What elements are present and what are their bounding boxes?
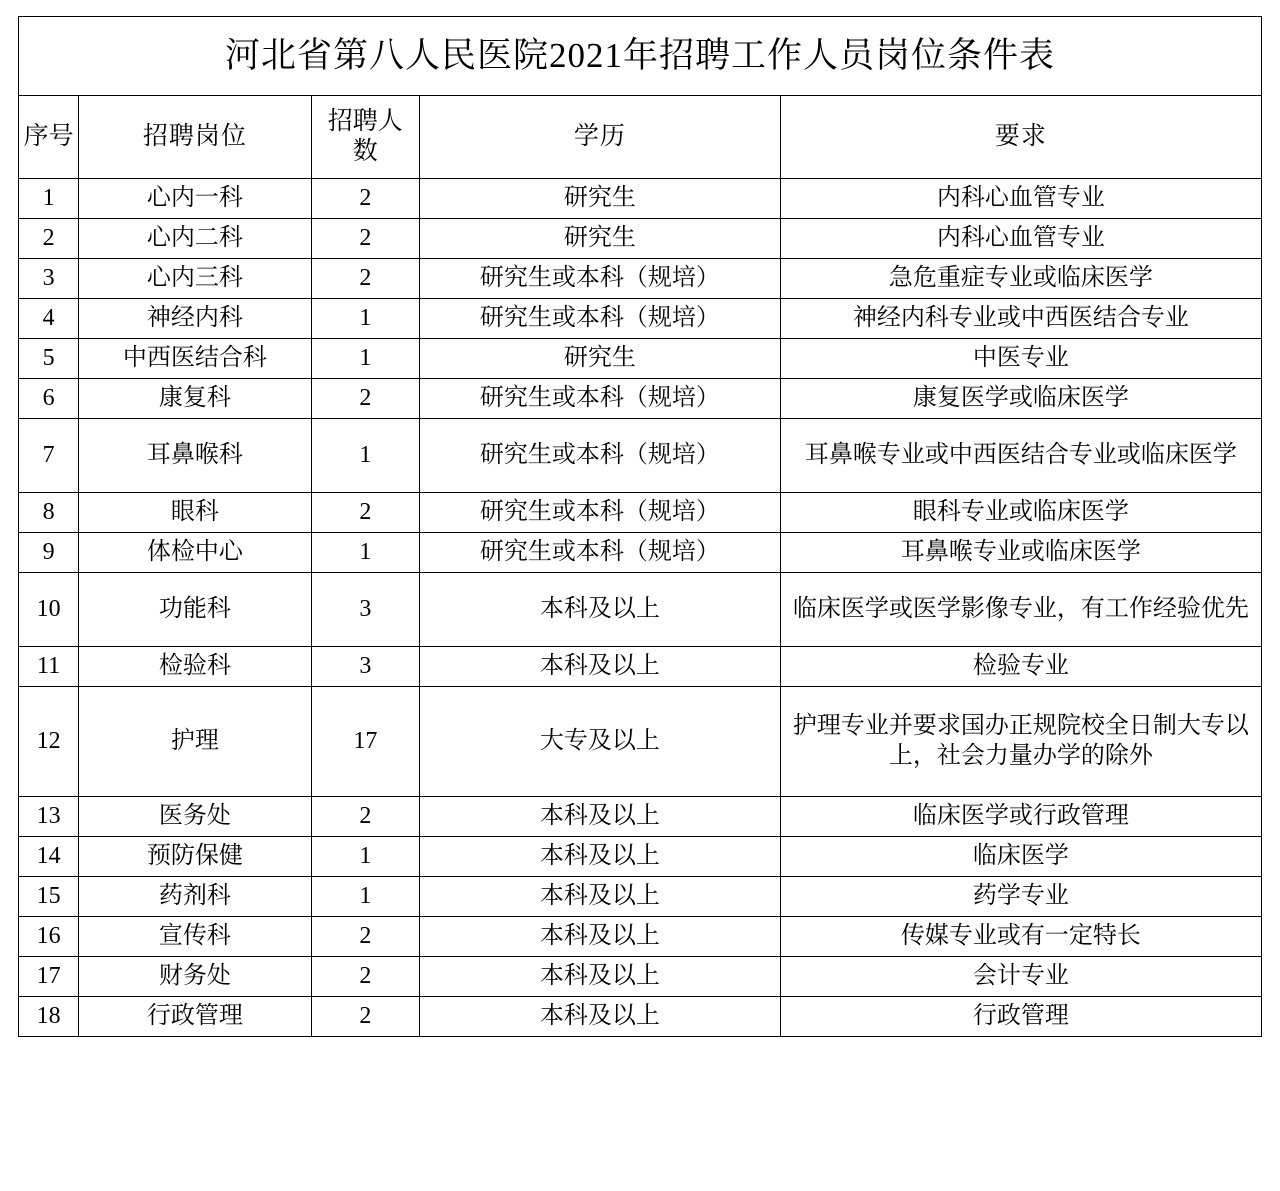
cell-requirement: 临床医学或行政管理 <box>780 797 1261 837</box>
cell-count: 3 <box>311 573 419 647</box>
cell-count: 2 <box>311 219 419 259</box>
cell-index: 14 <box>19 837 79 877</box>
cell-education: 研究生或本科（规培） <box>419 419 780 493</box>
table-row <box>19 687 1262 797</box>
cell-index: 16 <box>19 917 79 957</box>
cell-index: 17 <box>19 957 79 997</box>
cell-index: 13 <box>19 797 79 837</box>
table-row <box>19 877 1262 917</box>
cell-requirement: 神经内科专业或中西医结合专业 <box>780 299 1261 339</box>
page-title: 河北省第八人民医院2021年招聘工作人员岗位条件表 <box>19 17 1262 96</box>
cell-post: 神经内科 <box>79 299 312 339</box>
cell-requirement: 耳鼻喉专业或临床医学 <box>780 533 1261 573</box>
cell-index: 4 <box>19 299 79 339</box>
table-row <box>19 299 1262 339</box>
cell-count: 2 <box>311 259 419 299</box>
table-row <box>19 493 1262 533</box>
cell-requirement: 药学专业 <box>780 877 1261 917</box>
table-row <box>19 837 1262 877</box>
cell-requirement: 急危重症专业或临床医学 <box>780 259 1261 299</box>
table-body <box>19 17 1262 1037</box>
cell-count: 1 <box>311 837 419 877</box>
table-row <box>19 379 1262 419</box>
cell-requirement: 护理专业并要求国办正规院校全日制大专以上，社会力量办学的除外 <box>780 687 1261 797</box>
table-row <box>19 419 1262 493</box>
cell-index: 5 <box>19 339 79 379</box>
cell-count: 2 <box>311 179 419 219</box>
cell-requirement: 检验专业 <box>780 647 1261 687</box>
cell-post: 行政管理 <box>79 997 312 1037</box>
table-row <box>19 957 1262 997</box>
column-header-count: 招聘人数 <box>311 96 419 179</box>
cell-post: 财务处 <box>79 957 312 997</box>
cell-count: 1 <box>311 339 419 379</box>
cell-index: 10 <box>19 573 79 647</box>
cell-education: 本科及以上 <box>419 997 780 1037</box>
title-row <box>19 17 1262 96</box>
cell-count: 1 <box>311 299 419 339</box>
cell-education: 本科及以上 <box>419 573 780 647</box>
cell-post: 心内一科 <box>79 179 312 219</box>
cell-requirement: 中医专业 <box>780 339 1261 379</box>
cell-education: 本科及以上 <box>419 877 780 917</box>
cell-index: 9 <box>19 533 79 573</box>
cell-requirement: 耳鼻喉专业或中西医结合专业或临床医学 <box>780 419 1261 493</box>
column-header-requirement: 要求 <box>780 96 1261 179</box>
cell-requirement: 会计专业 <box>780 957 1261 997</box>
cell-post: 检验科 <box>79 647 312 687</box>
cell-count: 2 <box>311 379 419 419</box>
table-row <box>19 259 1262 299</box>
cell-post: 药剂科 <box>79 877 312 917</box>
cell-index: 7 <box>19 419 79 493</box>
cell-requirement: 康复医学或临床医学 <box>780 379 1261 419</box>
cell-education: 本科及以上 <box>419 957 780 997</box>
cell-education: 研究生 <box>419 179 780 219</box>
cell-requirement: 眼科专业或临床医学 <box>780 493 1261 533</box>
table-row <box>19 997 1262 1037</box>
cell-index: 18 <box>19 997 79 1037</box>
cell-education: 研究生或本科（规培） <box>419 379 780 419</box>
cell-requirement: 内科心血管专业 <box>780 219 1261 259</box>
cell-index: 11 <box>19 647 79 687</box>
cell-count: 2 <box>311 957 419 997</box>
cell-count: 2 <box>311 493 419 533</box>
cell-education: 研究生或本科（规培） <box>419 533 780 573</box>
cell-education: 本科及以上 <box>419 917 780 957</box>
column-header-index: 序号 <box>19 96 79 179</box>
cell-index: 15 <box>19 877 79 917</box>
table-row <box>19 647 1262 687</box>
cell-education: 研究生 <box>419 339 780 379</box>
cell-requirement: 行政管理 <box>780 997 1261 1037</box>
cell-post: 宣传科 <box>79 917 312 957</box>
cell-requirement: 传媒专业或有一定特长 <box>780 917 1261 957</box>
cell-requirement: 内科心血管专业 <box>780 179 1261 219</box>
cell-education: 大专及以上 <box>419 687 780 797</box>
column-header-education: 学历 <box>419 96 780 179</box>
cell-post: 心内二科 <box>79 219 312 259</box>
cell-education: 研究生 <box>419 219 780 259</box>
cell-count: 3 <box>311 647 419 687</box>
table-row <box>19 533 1262 573</box>
cell-index: 3 <box>19 259 79 299</box>
header-row <box>19 96 1262 179</box>
cell-post: 眼科 <box>79 493 312 533</box>
table-row <box>19 917 1262 957</box>
cell-post: 康复科 <box>79 379 312 419</box>
cell-count: 17 <box>311 687 419 797</box>
cell-post: 功能科 <box>79 573 312 647</box>
cell-post: 预防保健 <box>79 837 312 877</box>
cell-count: 2 <box>311 797 419 837</box>
recruitment-table <box>18 16 1262 1037</box>
cell-education: 研究生或本科（规培） <box>419 259 780 299</box>
cell-index: 8 <box>19 493 79 533</box>
table-row <box>19 179 1262 219</box>
column-header-post: 招聘岗位 <box>79 96 312 179</box>
table-row <box>19 797 1262 837</box>
cell-education: 研究生或本科（规培） <box>419 299 780 339</box>
cell-index: 6 <box>19 379 79 419</box>
cell-count: 1 <box>311 419 419 493</box>
cell-post: 耳鼻喉科 <box>79 419 312 493</box>
cell-requirement: 临床医学 <box>780 837 1261 877</box>
table-row <box>19 219 1262 259</box>
cell-count: 2 <box>311 997 419 1037</box>
cell-post: 体检中心 <box>79 533 312 573</box>
cell-index: 1 <box>19 179 79 219</box>
cell-education: 本科及以上 <box>419 837 780 877</box>
cell-education: 本科及以上 <box>419 647 780 687</box>
cell-count: 1 <box>311 877 419 917</box>
cell-post: 护理 <box>79 687 312 797</box>
cell-education: 本科及以上 <box>419 797 780 837</box>
cell-requirement: 临床医学或医学影像专业，有工作经验优先 <box>780 573 1261 647</box>
cell-post: 中西医结合科 <box>79 339 312 379</box>
cell-count: 1 <box>311 533 419 573</box>
cell-count: 2 <box>311 917 419 957</box>
cell-education: 研究生或本科（规培） <box>419 493 780 533</box>
cell-index: 2 <box>19 219 79 259</box>
table-row <box>19 339 1262 379</box>
cell-post: 心内三科 <box>79 259 312 299</box>
cell-index: 12 <box>19 687 79 797</box>
cell-post: 医务处 <box>79 797 312 837</box>
table-row <box>19 573 1262 647</box>
